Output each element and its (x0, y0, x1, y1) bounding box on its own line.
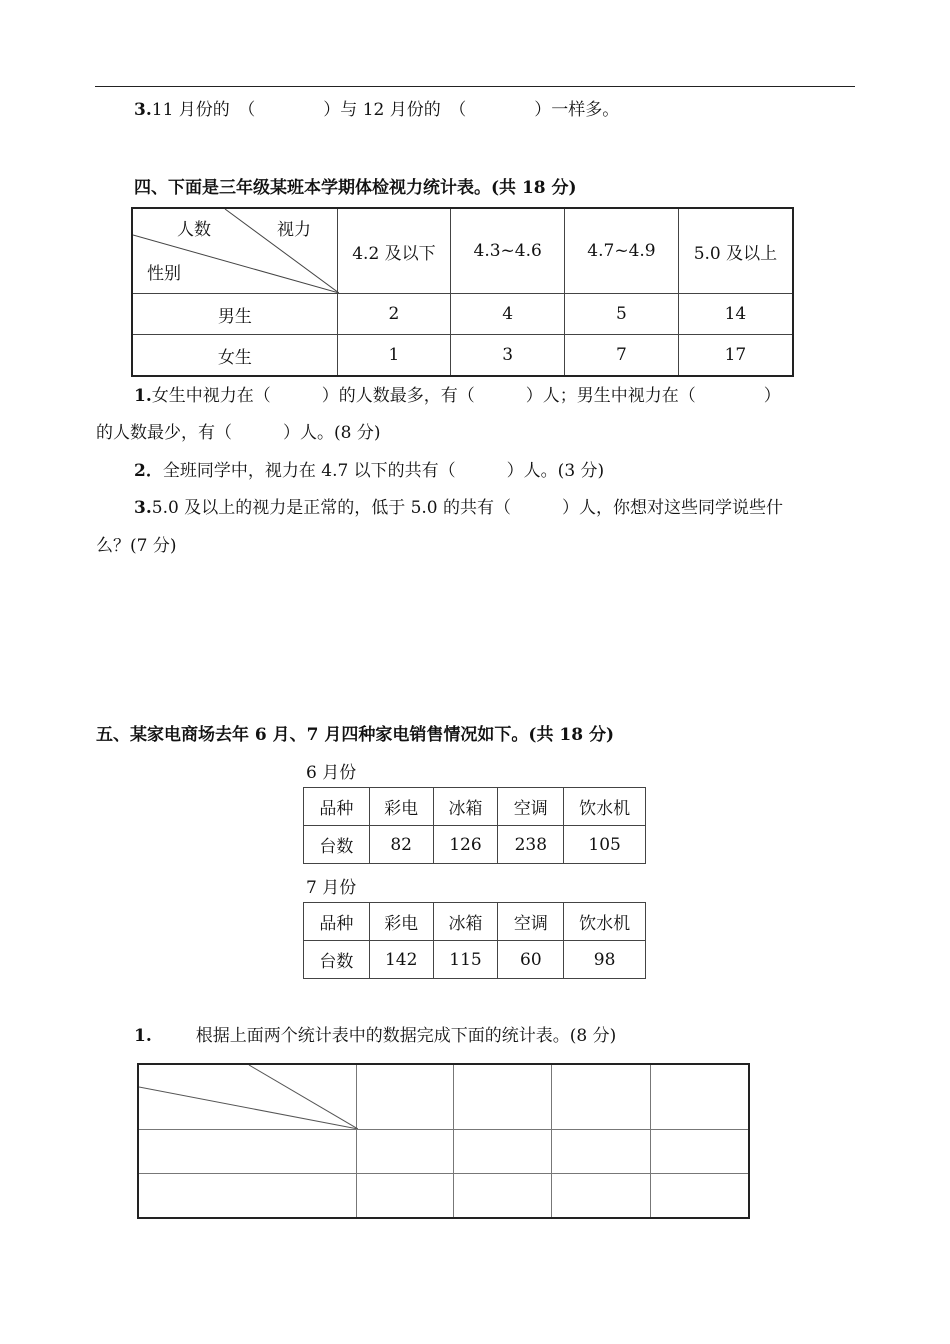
table-row (132, 335, 793, 377)
s3-q3-text: 11 月份的 （ ）与 12 月份的 （ ）一样多。 (151, 100, 620, 120)
table-row (304, 826, 646, 864)
s4-q1-text: 女生中视力在（ ）的人数最多，有（ ）人；男生中视力在（ ） (151, 386, 781, 406)
s4-q3-text: 5.0 及以上的视力是正常的，低于 5.0 的共有（ ）人，你想对这些同学说些什 (151, 498, 784, 518)
row-label: 台数 (304, 826, 370, 864)
table-cell: 60 (498, 941, 564, 979)
table-cell: 82 (369, 826, 433, 864)
table-cell: 4 (451, 294, 565, 335)
blank-cell[interactable] (138, 1174, 356, 1219)
blank-cell[interactable] (650, 1130, 749, 1174)
blank-cell[interactable] (356, 1174, 454, 1219)
table-cell: 14 (678, 294, 793, 335)
table-cell: 142 (369, 941, 433, 979)
table-row (138, 1174, 749, 1219)
blank-cell[interactable] (356, 1130, 454, 1174)
blank-cell[interactable] (454, 1130, 552, 1174)
vision-col-header: 4.3~4.6 (451, 208, 565, 294)
row-label-boys: 男生 (132, 294, 337, 335)
s4-q3-line1 (134, 496, 783, 520)
corner-label-people: 人数 (177, 220, 211, 240)
table-row (304, 788, 646, 826)
table-cell: 17 (678, 335, 793, 377)
table-header-cell: 饮水机 (564, 903, 646, 941)
table-row (138, 1064, 749, 1130)
s5-q1 (134, 1024, 616, 1048)
table-cell: 115 (433, 941, 498, 979)
july-table (303, 902, 646, 979)
table-row (304, 941, 646, 979)
s4-q3-line2: 么？(7 分) (96, 536, 177, 556)
table-cell: 3 (451, 335, 565, 377)
table-header-cell: 彩电 (369, 788, 433, 826)
s5-q1-number: 1. (134, 1026, 152, 1046)
section-5-title: 五、某家电商场去年 6 月、7 月四种家电销售情况如下。(共 18 分) (96, 725, 614, 745)
row-label-girls: 女生 (132, 335, 337, 377)
table-cell: 1 (337, 335, 451, 377)
table-header-cell: 冰箱 (433, 788, 498, 826)
table-header-cell: 饮水机 (564, 788, 646, 826)
blank-cell[interactable] (650, 1064, 749, 1130)
table-cell: 105 (564, 826, 646, 864)
blank-cell[interactable] (138, 1130, 356, 1174)
vision-col-header: 4.7~4.9 (565, 208, 679, 294)
table-cell: 126 (433, 826, 498, 864)
table-cell: 2 (337, 294, 451, 335)
corner-label-gender: 性别 (147, 264, 181, 284)
s3-question-3 (134, 98, 619, 122)
table-cell: 98 (564, 941, 646, 979)
table-row (138, 1130, 749, 1174)
blank-cell[interactable] (650, 1174, 749, 1219)
corner-diagonals (139, 1065, 358, 1129)
table-header-cell: 彩电 (369, 903, 433, 941)
vision-col-header: 4.2 及以下 (337, 208, 451, 294)
s4-q1-line1 (134, 384, 781, 408)
corner-label-vision: 视力 (277, 220, 311, 240)
s5-q1-text: 根据上面两个统计表中的数据完成下面的统计表。(8 分) (195, 1026, 617, 1046)
table-cell: 5 (565, 294, 679, 335)
blank-cell[interactable] (552, 1130, 651, 1174)
table-header-cell: 冰箱 (433, 903, 498, 941)
s4-q1-line2: 的人数最少，有（ ）人。(8 分) (96, 423, 381, 443)
blank-cell[interactable] (454, 1064, 552, 1130)
s4-q2-text: 全班同学中，视力在 4.7 以下的共有（ ）人。(3 分) (162, 461, 605, 481)
blank-cell[interactable] (552, 1064, 651, 1130)
june-table (303, 787, 646, 864)
s4-q1-number: 1. (134, 386, 152, 406)
blank-cell[interactable] (356, 1064, 454, 1130)
table-header-cell: 空调 (498, 903, 564, 941)
s4-q2 (134, 459, 604, 483)
table-row (304, 903, 646, 941)
blank-table-corner (138, 1064, 356, 1130)
table-cell: 7 (565, 335, 679, 377)
s4-q2-number: 2． (134, 461, 163, 481)
table-row (132, 294, 793, 335)
vision-table-corner (132, 208, 337, 294)
s4-q3-number: 3. (134, 498, 152, 518)
july-label: 7 月份 (306, 878, 357, 898)
june-label: 6 月份 (306, 763, 357, 783)
header-rule (95, 86, 855, 87)
blank-cell[interactable] (454, 1174, 552, 1219)
table-header-cell: 空调 (498, 788, 564, 826)
table-cell: 238 (498, 826, 564, 864)
blank-stat-table (137, 1063, 750, 1219)
section-4-title: 四、下面是三年级某班本学期体检视力统计表。(共 18 分) (134, 178, 577, 198)
row-label: 台数 (304, 941, 370, 979)
vision-table (131, 207, 794, 377)
s3-q3-number: 3. (134, 100, 152, 120)
vision-col-header: 5.0 及以上 (678, 208, 793, 294)
table-header-cell: 品种 (304, 788, 370, 826)
table-header-cell: 品种 (304, 903, 370, 941)
blank-cell[interactable] (552, 1174, 651, 1219)
